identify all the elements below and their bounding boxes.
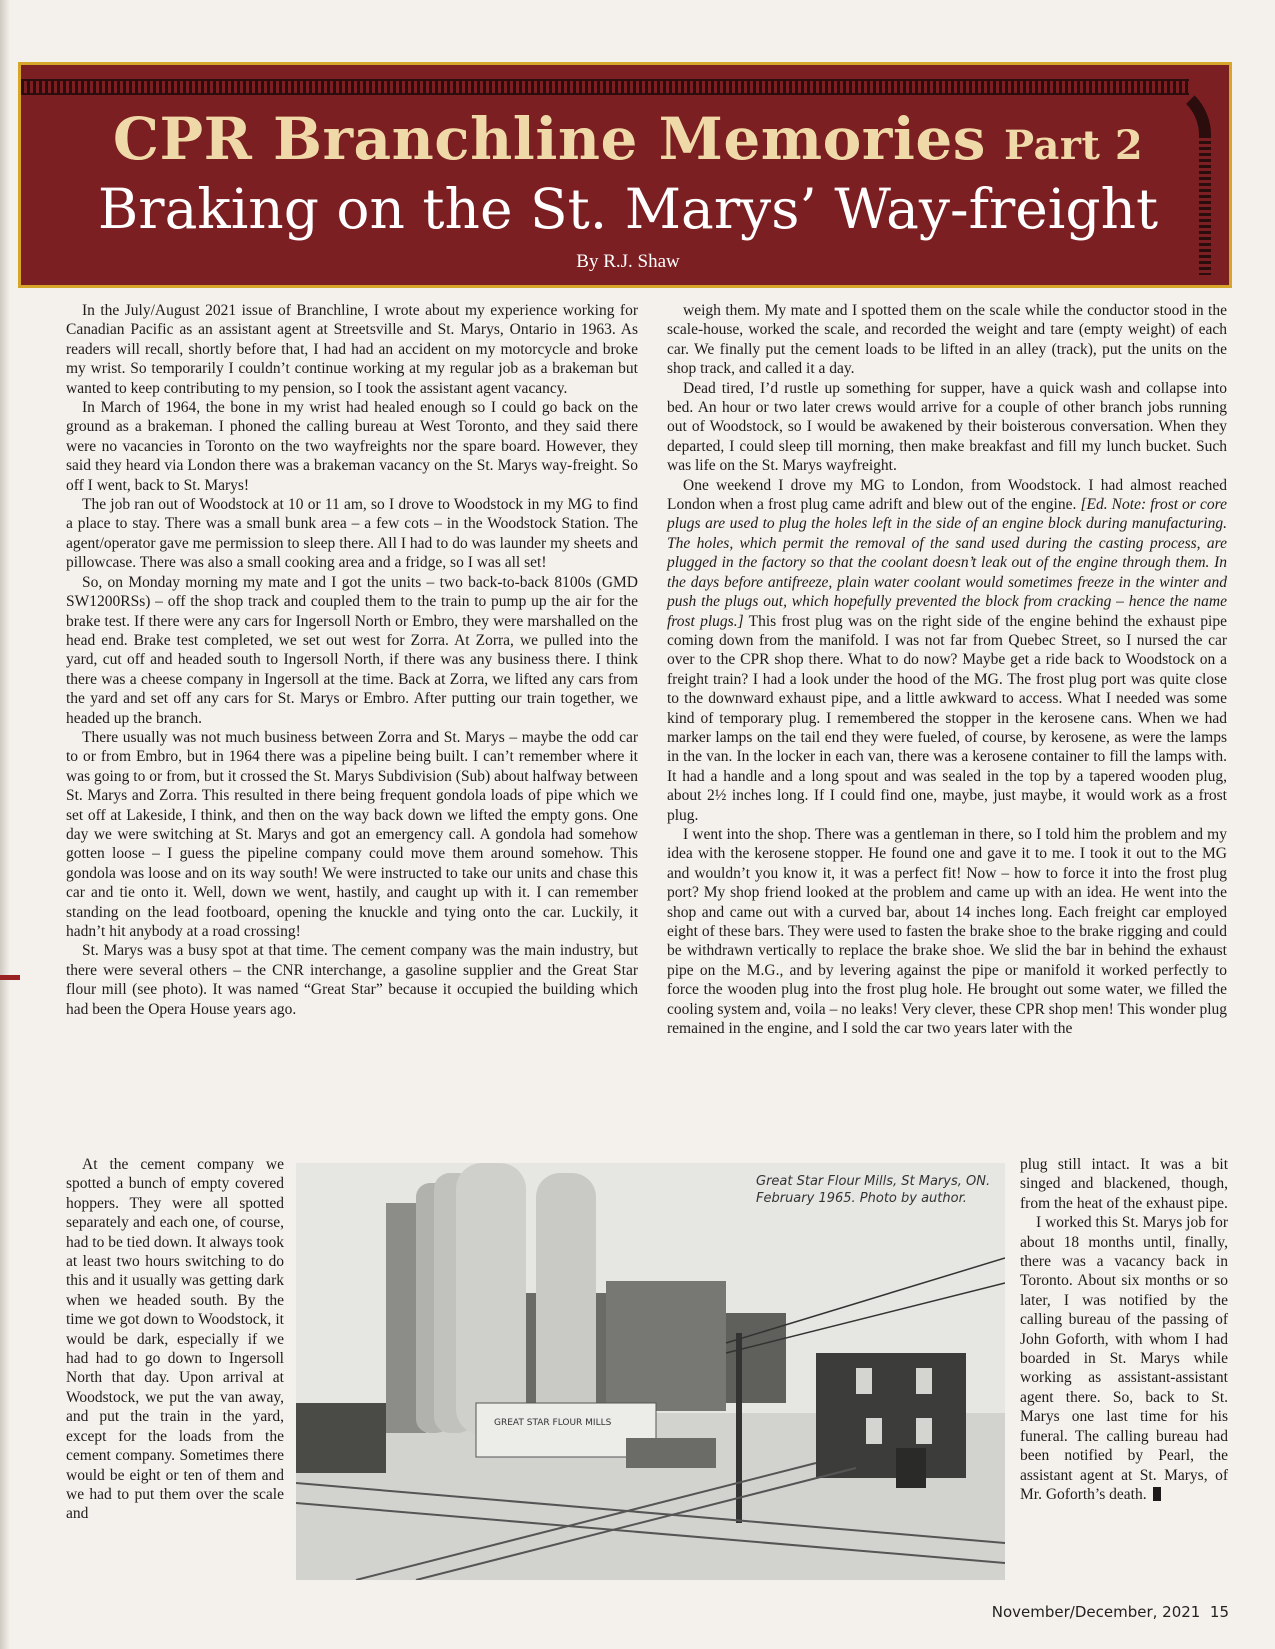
paragraph: I worked this St. Marys job for about 18 months until, finally, there was a vacancy back in Toronto. About six months or so later, I was notified by the calling bureau of the passing of John Goforth, with whom I had boarded in St. Marys while working as assistant-assistant agent there. So, back to St. Marys one last time for his funeral. The calling bureau had been notified by Pearl, the assistant agent at St. Marys, of Mr. Goforth’s death. (1020, 1214, 1228, 1503)
paragraph-continued: plug still intact. It was a bit singed and blackened, though, from the heat of the exhaust pipe. (1020, 1156, 1228, 1212)
caption-line: Great Star Flour Mills, St Marys, ON. (756, 1174, 991, 1189)
paragraph: weigh them. My mate and I spotted them on the scale while the conductor stood in the scale-house, worked the scale, and recorded the weight and tare (empty weight) of each car. We finally put the cement loads to be lifted in an alley (track), put the units on the shop track, and called it a day. (667, 302, 1227, 378)
page-binding-shadow (0, 0, 10, 1649)
paragraph: So, on Monday morning my mate and I got the units – two back-to-back 8100s (GMD SW1200RSs) – off the shop track and coupled them to the train to pump up the air for the brake test. If there were any cars for Ingersoll North or Embro, they were marshalled on the head end. Brake test completed, we set out west for Zorra. At Zorra, we pulled into the yard, cut off and headed south to Ingersoll North, if there was any business there. I think there was a cheese company in Ingersoll at the time. Back at Zorra, we lifted any cars from the yard and set off any cars for St. Marys or Embro. After putting our train together, we headed up the branch. (66, 573, 638, 727)
track-ties-decoration (21, 79, 1189, 95)
paragraph-text: One weekend I drove my MG to London, from Woodstock. I had almost reached London when a frost plug came adrift and blew out of the engine. (667, 476, 1227, 514)
issue-date: November/December, 2021 (991, 1603, 1201, 1621)
paragraph (667, 476, 1227, 825)
margin-mark (0, 975, 20, 980)
column-left (66, 301, 638, 1019)
photo-illustration (296, 1163, 1005, 1580)
paragraph: I went into the shop. There was a gentleman in there, so I told him the problem and my idea with the kerosene stopper. He found one and gave it to me. I took it out to the MG and wouldn’t you know it, it was a perfect fit! Now – how to force it into the frost plug port? My shop friend looked at the problem and came up with an idea. He went into the shop and came out with a curved bar, about 14 inches long. Each freight car employed eight of these bars. They were used to fasten the brake shoe to the brake rigging and could be withdrawn vertically to replace the brake shoe. We slid the bar in behind the exhaust pipe on the M.G., and by levering against the pipe or manifold it worked perfectly to force the wooden plug into the frost plug hole. He brought out some water, we filled the cooling system and, voila – no leaks! Very clever, these CPR shop men! This wonder plug remained in the engine, and I sold the car two years later with the (667, 825, 1227, 1038)
article-title: Braking on the St. Marys’ Way-freight (97, 177, 1159, 241)
page-number: 15 (1209, 1603, 1229, 1621)
photo-great-star-flour-mills (296, 1163, 1005, 1580)
page-footer (992, 1603, 1229, 1621)
paragraph: In March of 1964, the bone in my wrist had healed enough so I could go back on the ground as a brakeman. I phoned the calling bureau at West Toronto, and they said there were no vacancies in Toronto on the two wayfreights nor the spare board. However, they said they heard via London there was a brakeman vacancy on the St. Marys way-freight. So off I went, back to St. Marys! (66, 399, 638, 494)
paragraph-text: This frost plug was on the right side of the engine behind the exhaust pipe coming down from the manifold. I was not far from Quebec Street, so I nursed the car over to the CPR shop there. What to do now? Maybe get a ride back to Woodstock on a freight train? I had a look under the hood of the MG. The frost plug port was quite close to the downward exhaust pipe, and a little awkward to access. What I needed was some kind of temporary plug. I remembered the stopper in the kerosene cans. When we had marker lamps on the tail end they were fueled, of course, by kerosene, as were the lamps in the van. In the locker in each van, there was a kerosene container to fill the lamps with. It had a handle and a long spout and was sealed in the top by a tapered wooden plug, about 2½ inches long. If I could find one, maybe, just maybe, it would work as a frost plug. (667, 612, 1227, 824)
byline: By R.J. Shaw (576, 251, 680, 272)
paragraph: There usually was not much business between Zorra and St. Marys – maybe the odd car to or from Embro, but in 1964 there was a pipeline being built. I can’t remember where it was going to or from, but it crossed the St. Marys Subdivision (Sub) about halfway between St. Marys and Zorra. This resulted in there being frequent gondola loads of pipe which we set off at Lakeside, I think, and then on the way back down we lifted the empty gons. One day we were switching at St. Marys and got an emergency call. A gondola had somehow gotten loose – I guess the pipeline company could move them around somehow. This gondola was loose and on its way south! We were instructed to take our units and chase this car and tie onto it. Well, down we went, hastily, and caught up with it. I can remember standing on the lead footboard, opening the knuckle and tying onto the car. Luckily, it hadn’t hit anybody at a road crossing! (66, 728, 638, 940)
title-banner (18, 62, 1232, 288)
trailer-sign: GREAT STAR FLOUR MILLS (494, 1418, 612, 1428)
series-part-label: Part 2 (1003, 122, 1144, 169)
paragraph: In the July/August 2021 issue of Branchline, I wrote about my experience working for Canadian Pacific as an assistant agent at Streetsville and St. Marys, Ontario in 1963. As readers will recall, shortly before that, I had had an accident on my motorcycle and broke my wrist. So temporarily I couldn’t continue working at my regular job as a brakeman but wanted to keep contributing to my pension, so I took the assistant agent vacancy. (66, 302, 638, 397)
column-left-wrap (66, 1155, 284, 1524)
paragraph: At the cement company we spotted a bunch of empty covered hoppers. They were all spotted separately and each one, of course, had to be tied down. It always took at least two hours switching to do this and it usually was getting dark when we headed south. By the time we got down to Woodstock, it would be dark, especially if we had had to go down to Ingersoll North that day. Upon arrival at Woodstock, we put the van away, and put the train in the yard, except for the loads from the cement company. Sometimes there would be eight or ten of them and we had to put them over the scale and (66, 1156, 284, 1523)
column-right (667, 301, 1227, 1038)
end-mark (1153, 1487, 1161, 1501)
paragraph: The job ran out of Woodstock at 10 or 11 am, so I drove to Woodstock in my MG to find a place to stay. There was a small bunk area – a few cots – in the Woodstock Station. The agent/operator gave me permission to sleep there. All I had to do was launder my sheets and pillowcase. There was also a small cooking area and a fridge, so I was all set! (66, 496, 638, 572)
caption-line: February 1965. Photo by author. (756, 1191, 967, 1206)
paragraph: Dead tired, I’d rustle up something for supper, have a quick wash and collapse into bed. An hour or two later crews would arrive for a couple of other branch jobs running out of Woodstock, so I would be awakened by their boisterous conversation. When they departed, I could sleep till morning, then make breakfast and fill my lunch bucket. Such was life on the St. Marys wayfreight. (667, 379, 1227, 475)
photo-caption (756, 1173, 992, 1207)
editor-note: [Ed. Note: frost or core plugs are used to plug the holes left in the side of an engine block during manufacturing. The holes, which permit the removal of the sand used during the casting process, are plugged in the factory so that the coolant doesn’t leak out of the engine through them. In the days before antifreeze, plain water coolant would sometimes freeze in the winter and push the plugs out, which hopefully prevented the block from cracking – hence the name frost plugs.] (667, 496, 1227, 630)
article-series-title: CPR Branchline Memories Part 2 (112, 105, 1144, 173)
column-right-wrap (1020, 1155, 1228, 1504)
paragraph: St. Marys was a busy spot at that time. The cement company was the main industry, but there were several others – the CNR interchange, a gasoline supplier and the Great Star flour mill (see photo). It was named “Great Star” because it occupied the building which had been the Opera House years ago. (66, 942, 638, 1018)
